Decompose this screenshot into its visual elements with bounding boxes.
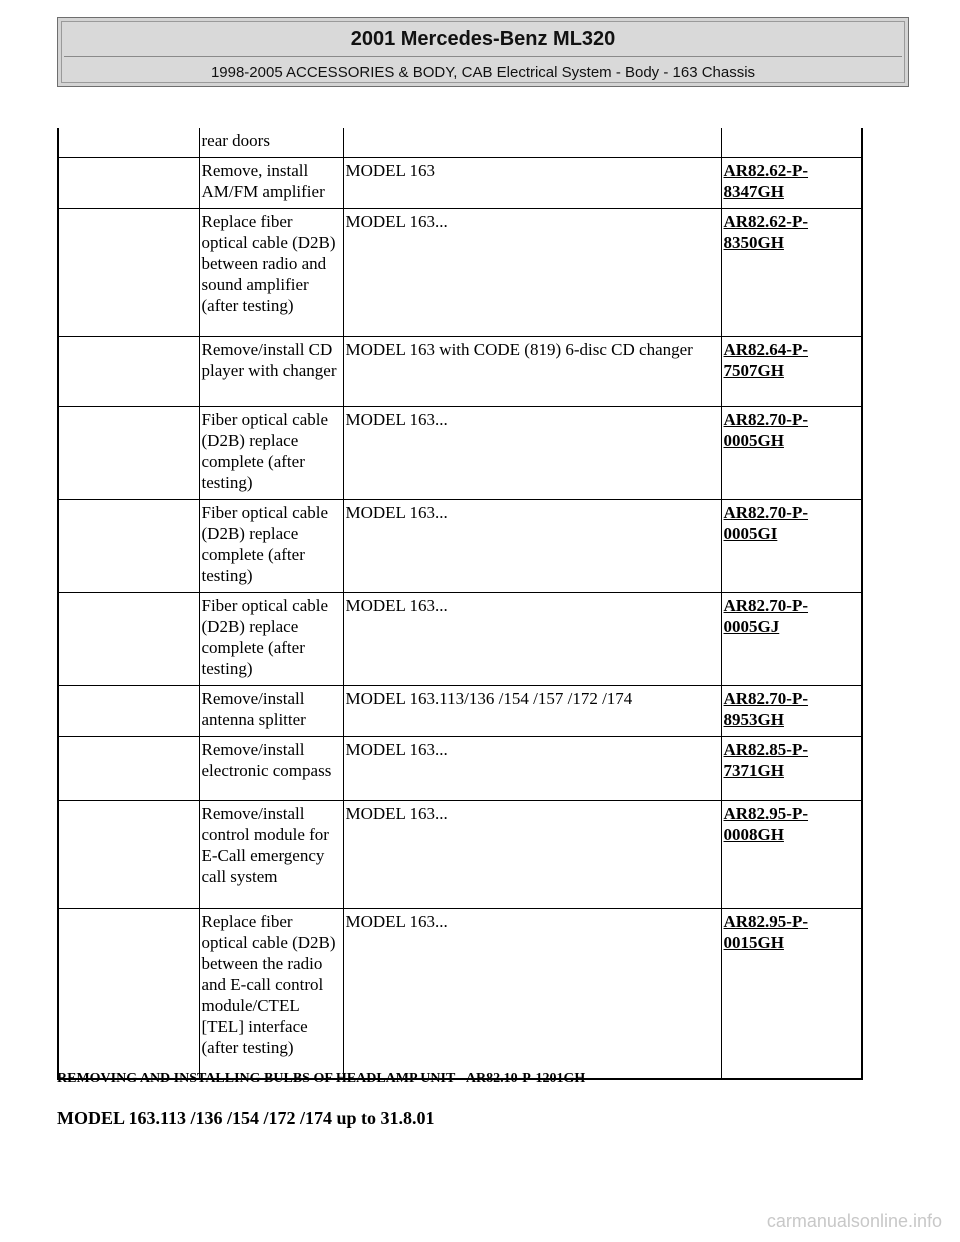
blank-cell — [58, 407, 199, 500]
table-row — [58, 128, 862, 158]
table-row — [58, 737, 862, 801]
reference-link[interactable]: AR82.70-P-0005GI — [723, 503, 809, 543]
task-cell: Fiber optical cable (D2B) replace complete (after testing) — [199, 593, 343, 686]
reference-cell — [721, 209, 862, 337]
task-cell: Remove/install control module for E-Call emergency call system — [199, 801, 343, 909]
task-cell: Replace fiber optical cable (D2B) between radio and sound amplifier (after testing) — [199, 209, 343, 337]
model-cell: MODEL 163 — [343, 158, 721, 209]
procedure-table — [57, 128, 863, 1080]
header-panel — [61, 21, 905, 83]
watermark-text: carmanualsonline.info — [766, 1211, 942, 1231]
task-cell: Remove, install AM/FM amplifier — [199, 158, 343, 209]
reference-cell — [721, 593, 862, 686]
reference-cell — [721, 337, 862, 407]
reference-link[interactable]: AR82.95-P-0015GH — [723, 912, 809, 952]
table-row — [58, 407, 862, 500]
section-subheading: MODEL 163.113 /136 /154 /172 /174 up to 31.8.01 — [57, 1108, 435, 1128]
reference-cell — [721, 158, 862, 209]
reference-link[interactable]: AR82.62-P-8350GH — [723, 212, 809, 252]
blank-cell — [58, 337, 199, 407]
model-cell: MODEL 163 with CODE (819) 6-disc CD changer — [343, 337, 721, 407]
task-cell: rear doors — [199, 128, 343, 158]
table-row — [58, 801, 862, 909]
reference-cell — [721, 407, 862, 500]
model-cell: MODEL 163... — [343, 407, 721, 500]
reference-link[interactable]: AR82.70-P-0005GH — [723, 410, 809, 450]
document-title: 2001 Mercedes-Benz ML320 — [350, 28, 616, 50]
reference-cell — [721, 737, 862, 801]
page-header — [57, 17, 909, 87]
blank-cell — [58, 158, 199, 209]
model-cell: MODEL 163... — [343, 909, 721, 1079]
table-row — [58, 593, 862, 686]
reference-cell — [721, 801, 862, 909]
table-row — [58, 209, 862, 337]
reference-link[interactable]: AR82.70-P-0005GJ — [723, 596, 809, 636]
header-divider — [64, 56, 902, 57]
reference-link[interactable]: AR82.62-P-8347GH — [723, 161, 809, 201]
model-cell: MODEL 163... — [343, 593, 721, 686]
blank-cell — [58, 686, 199, 737]
table-row — [58, 500, 862, 593]
reference-link[interactable]: AR82.70-P-8953GH — [723, 689, 809, 729]
task-cell: Remove/install antenna splitter — [199, 686, 343, 737]
blank-cell — [58, 128, 199, 158]
table-row — [58, 158, 862, 209]
section-heading: REMOVING AND INSTALLING BULBS OF HEADLAMP UNIT - AR82.10-P-1201GH — [57, 1071, 586, 1086]
model-cell: MODEL 163... — [343, 500, 721, 593]
task-cell: Fiber optical cable (D2B) replace complete (after testing) — [199, 407, 343, 500]
table-row — [58, 686, 862, 737]
model-cell: MODEL 163... — [343, 801, 721, 909]
task-cell: Remove/install CD player with changer — [199, 337, 343, 407]
blank-cell — [58, 500, 199, 593]
model-cell: MODEL 163... — [343, 737, 721, 801]
task-cell: Fiber optical cable (D2B) replace complete (after testing) — [199, 500, 343, 593]
blank-cell — [58, 209, 199, 337]
blank-cell — [58, 909, 199, 1079]
table-row — [58, 337, 862, 407]
blank-cell — [58, 737, 199, 801]
model-cell — [343, 128, 721, 158]
reference-link[interactable]: AR82.64-P-7507GH — [723, 340, 809, 380]
reference-cell — [721, 909, 862, 1079]
reference-cell — [721, 500, 862, 593]
model-cell: MODEL 163.113/136 /154 /157 /172 /174 — [343, 686, 721, 737]
document-subtitle: 1998-2005 ACCESSORIES & BODY, CAB Electrical System - Body - 163 Chassis — [210, 64, 756, 81]
blank-cell — [58, 801, 199, 909]
model-cell: MODEL 163... — [343, 209, 721, 337]
reference-link[interactable]: AR82.95-P-0008GH — [723, 804, 809, 844]
blank-cell — [58, 593, 199, 686]
task-cell: Replace fiber optical cable (D2B) between the radio and E-call control module/CTEL [TEL] interface (after testing) — [199, 909, 343, 1079]
task-cell: Remove/install electronic compass — [199, 737, 343, 801]
reference-link[interactable]: AR82.85-P-7371GH — [723, 740, 809, 780]
table-row — [58, 909, 862, 1079]
reference-cell — [721, 686, 862, 737]
reference-cell — [721, 128, 862, 158]
